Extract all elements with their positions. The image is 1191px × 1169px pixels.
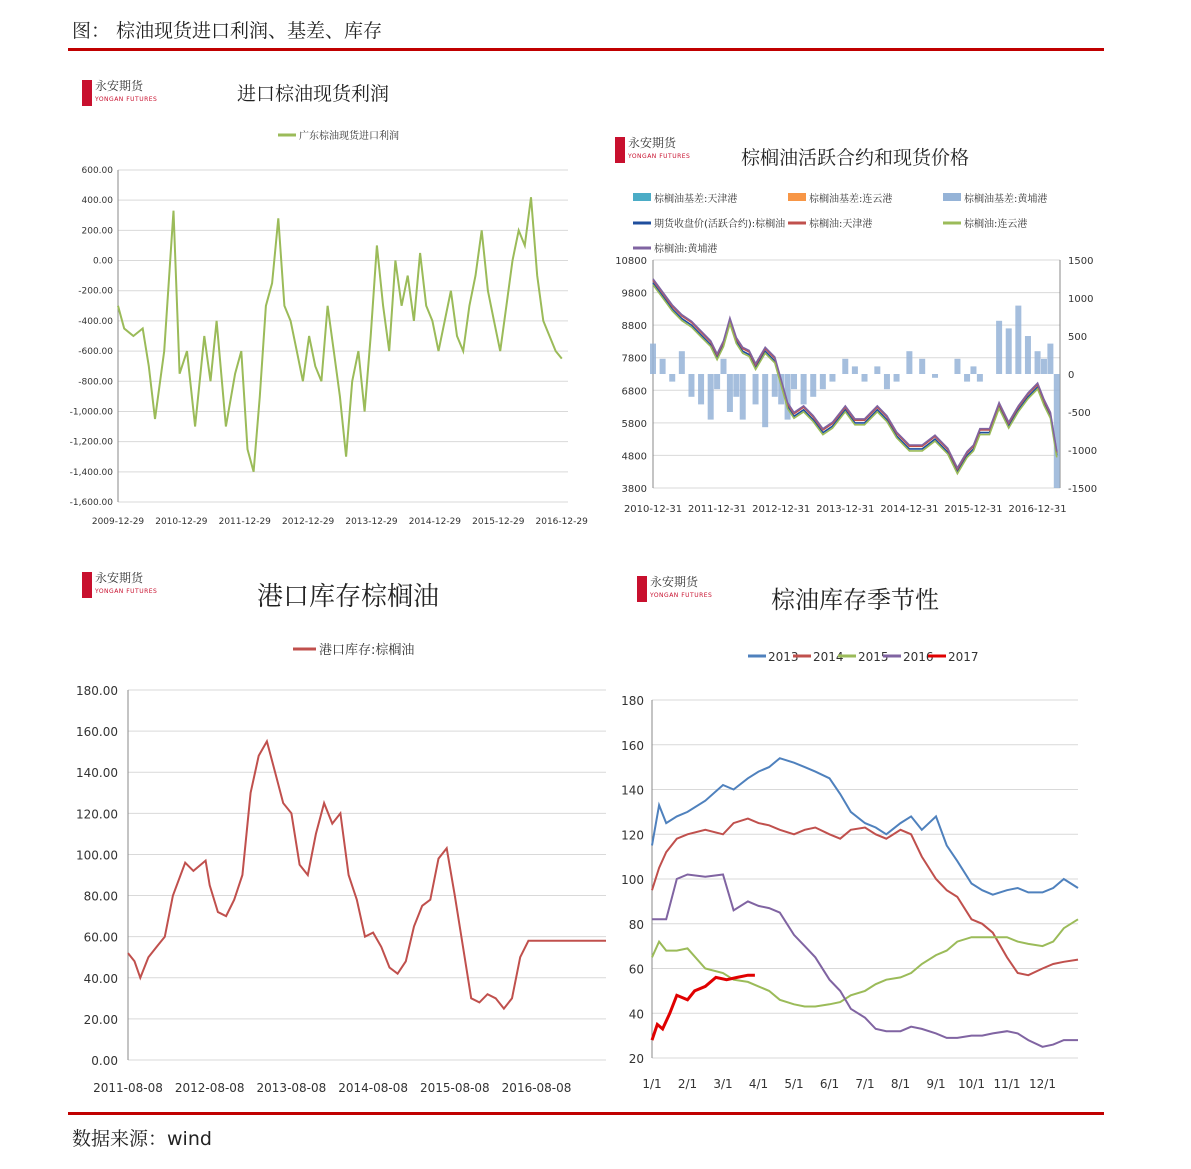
y-left-tick-label: 7800 bbox=[621, 353, 647, 365]
y-tick-label: 160.00 bbox=[76, 725, 118, 740]
x-tick-label: 2012-12-31 bbox=[752, 504, 811, 515]
basis-bar bbox=[721, 359, 727, 374]
x-tick-label: 2009-12-29 bbox=[91, 517, 145, 527]
x-tick-label: 2014-12-31 bbox=[880, 504, 939, 515]
legend-swatch bbox=[633, 193, 651, 201]
chart-title: 港口库存棕榈油 bbox=[256, 582, 440, 612]
x-tick-label: 2016-08-08 bbox=[501, 1081, 572, 1095]
y-tick-label: -200.00 bbox=[78, 286, 113, 297]
basis-bar bbox=[698, 374, 704, 404]
series-line-2017 bbox=[652, 975, 755, 1040]
chart-title: 棕榈油活跃合约和现货价格 bbox=[740, 147, 970, 169]
y-right-tick-label: -1500 bbox=[1068, 484, 1098, 495]
legend-label: 2014 bbox=[813, 650, 844, 664]
basis-bar bbox=[954, 359, 960, 374]
basis-bar bbox=[708, 374, 714, 420]
basis-bar bbox=[874, 366, 880, 374]
x-tick-label: 12/1 bbox=[1029, 1077, 1056, 1091]
x-tick-label: 2015-12-31 bbox=[944, 504, 1003, 515]
series-line-inventory bbox=[128, 741, 606, 1008]
basis-bar bbox=[1025, 336, 1031, 374]
seasonal-inventory-chart bbox=[620, 560, 1090, 1100]
legend-label: 棕榈油基差:连云港 bbox=[809, 194, 893, 205]
legend-label: 期货收盘价(活跃合约):棕榈油 bbox=[654, 219, 786, 230]
x-tick-label: 2011-12-31 bbox=[688, 504, 747, 515]
brand-logo: 永安期货 YONGAN FUTURES bbox=[637, 576, 712, 602]
x-tick-label: 2014-08-08 bbox=[338, 1081, 409, 1095]
basis-bar bbox=[894, 374, 900, 382]
y-right-tick-label: -1000 bbox=[1068, 446, 1098, 457]
chart-title: 进口棕油现货利润 bbox=[236, 83, 390, 105]
basis-bar bbox=[772, 374, 778, 397]
y-tick-label: 40.00 bbox=[83, 971, 118, 986]
x-tick-label: 7/1 bbox=[855, 1077, 875, 1091]
x-tick-label: 2016-12-31 bbox=[1008, 504, 1067, 515]
y-tick-label: 80 bbox=[628, 917, 644, 932]
y-right-tick-label: 500 bbox=[1068, 332, 1088, 343]
legend-label: 2015 bbox=[858, 650, 889, 664]
y-tick-label: 140.00 bbox=[76, 766, 118, 781]
brand-logo: 永安期货 YONGAN FUTURES bbox=[82, 80, 157, 106]
y-left-tick-label: 5800 bbox=[621, 418, 647, 430]
basis-bar bbox=[964, 374, 970, 382]
x-tick-label: 11/1 bbox=[993, 1077, 1021, 1091]
basis-bar bbox=[688, 374, 694, 397]
x-tick-label: 9/1 bbox=[926, 1077, 946, 1091]
legend-label: 棕榈油基差:天津港 bbox=[654, 194, 738, 205]
basis-bar bbox=[977, 374, 983, 382]
y-left-tick-label: 9800 bbox=[621, 288, 647, 300]
x-tick-label: 2015-12-29 bbox=[472, 517, 525, 527]
legend-label: 棕榈油:黄埔港 bbox=[654, 244, 718, 255]
basis-bar bbox=[727, 374, 733, 412]
x-tick-label: 2012-08-08 bbox=[174, 1081, 245, 1095]
y-tick-label: -800.00 bbox=[78, 377, 113, 388]
series-line-2013 bbox=[652, 758, 1078, 895]
y-tick-label: -400.00 bbox=[78, 316, 113, 327]
y-tick-label: 0.00 bbox=[91, 1054, 118, 1068]
x-tick-label: 8/1 bbox=[890, 1077, 911, 1091]
y-left-tick-label: 10800 bbox=[615, 256, 647, 267]
x-tick-label: 2010-12-29 bbox=[155, 517, 208, 527]
y-tick-label: 600.00 bbox=[81, 166, 113, 176]
series-line-2016 bbox=[652, 875, 1078, 1047]
x-tick-label: 2/1 bbox=[677, 1077, 698, 1091]
basis-bar bbox=[791, 374, 797, 389]
import-profit-chart bbox=[68, 70, 588, 540]
legend-label: 广东棕油现货进口利润 bbox=[299, 131, 399, 142]
bottom-divider bbox=[68, 1112, 1104, 1115]
basis-bar bbox=[970, 366, 976, 374]
basis-bar bbox=[852, 366, 858, 374]
y-tick-label: 120.00 bbox=[76, 807, 118, 822]
series-line-profit bbox=[118, 197, 562, 472]
x-tick-label: 5/1 bbox=[784, 1077, 804, 1091]
y-tick-label: -1,600.00 bbox=[69, 498, 113, 508]
y-tick-label: 120 bbox=[621, 828, 644, 843]
y-tick-label: 100 bbox=[621, 873, 644, 887]
x-tick-label: 2013-12-29 bbox=[345, 517, 398, 527]
y-tick-label: 20.00 bbox=[83, 1012, 118, 1027]
basis-bar bbox=[1054, 374, 1060, 488]
x-tick-label: 2013-12-31 bbox=[816, 504, 875, 515]
basis-bar bbox=[810, 374, 816, 397]
y-right-tick-label: 1000 bbox=[1068, 294, 1094, 305]
y-tick-label: 20 bbox=[628, 1052, 644, 1066]
legend-label: 棕榈油:天津港 bbox=[809, 219, 873, 230]
x-tick-label: 2013-08-08 bbox=[256, 1081, 327, 1095]
chart-title: 棕油库存季节性 bbox=[771, 586, 939, 614]
basis-bar bbox=[1047, 344, 1053, 374]
y-tick-label: 180.00 bbox=[76, 684, 118, 698]
port-inventory-chart bbox=[68, 560, 613, 1100]
y-right-tick-label: 1500 bbox=[1068, 256, 1094, 267]
palm-price-basis-chart bbox=[605, 130, 1105, 540]
x-tick-label: 3/1 bbox=[713, 1077, 733, 1091]
legend-swatch bbox=[788, 193, 806, 201]
y-left-tick-label: 8800 bbox=[621, 321, 647, 333]
basis-bar bbox=[842, 359, 848, 374]
basis-bar bbox=[884, 374, 890, 389]
y-left-tick-label: 4800 bbox=[621, 451, 647, 463]
y-tick-label: 60 bbox=[628, 962, 644, 977]
basis-bar bbox=[740, 374, 746, 420]
legend-label: 2016 bbox=[903, 650, 934, 664]
legend-label: 棕榈油基差:黄埔港 bbox=[964, 194, 1048, 205]
basis-bar bbox=[906, 351, 912, 374]
y-tick-label: 60.00 bbox=[83, 930, 118, 945]
basis-bar bbox=[753, 374, 759, 404]
x-tick-label: 2012-12-29 bbox=[281, 517, 335, 527]
basis-bar bbox=[660, 359, 666, 374]
y-tick-label: -1,200.00 bbox=[69, 437, 113, 448]
brand-logo: 永安期货 YONGAN FUTURES bbox=[82, 572, 157, 598]
basis-bar bbox=[650, 344, 656, 374]
y-tick-label: 200.00 bbox=[81, 226, 113, 237]
basis-bar bbox=[669, 374, 675, 382]
series-line-2015 bbox=[652, 919, 1078, 1006]
y-left-tick-label: 6800 bbox=[621, 386, 647, 398]
x-tick-label: 4/1 bbox=[748, 1077, 769, 1091]
basis-bar bbox=[932, 374, 938, 378]
legend-label: 港口库存:棕榈油 bbox=[319, 643, 415, 658]
y-tick-label: 100.00 bbox=[76, 848, 118, 863]
y-left-tick-label: 3800 bbox=[621, 484, 647, 495]
legend-label: 2017 bbox=[948, 650, 979, 664]
x-tick-label: 2015-08-08 bbox=[419, 1081, 490, 1095]
basis-bar bbox=[1041, 359, 1047, 374]
y-tick-label: 160 bbox=[621, 738, 644, 753]
y-tick-label: -1,000.00 bbox=[69, 407, 113, 418]
legend-label: 2013 bbox=[768, 650, 799, 664]
x-tick-label: 2011-12-29 bbox=[218, 517, 271, 527]
basis-bar bbox=[679, 351, 685, 374]
basis-bar bbox=[733, 374, 739, 397]
brand-logo: 永安期货 YONGAN FUTURES bbox=[615, 137, 690, 163]
y-tick-label: 0.00 bbox=[92, 256, 113, 267]
y-tick-label: -600.00 bbox=[78, 347, 113, 358]
basis-bar bbox=[919, 359, 925, 374]
top-divider bbox=[68, 48, 1104, 51]
y-tick-label: 140 bbox=[621, 783, 644, 798]
y-tick-label: 40 bbox=[628, 1007, 644, 1022]
basis-bar bbox=[1035, 351, 1041, 374]
basis-bar bbox=[1015, 306, 1021, 374]
basis-bar bbox=[862, 374, 868, 382]
x-tick-label: 6/1 bbox=[819, 1077, 840, 1091]
y-right-tick-label: -500 bbox=[1068, 408, 1091, 419]
basis-bar bbox=[714, 374, 720, 389]
x-tick-label: 2010-12-31 bbox=[623, 504, 683, 515]
x-tick-label: 2011-08-08 bbox=[93, 1081, 163, 1095]
x-tick-label: 10/1 bbox=[958, 1077, 985, 1091]
basis-bar bbox=[762, 374, 768, 427]
figure-title: 图： 棕油现货进口利润、基差、库存 bbox=[72, 20, 383, 42]
y-tick-label: 180 bbox=[621, 694, 644, 708]
basis-bar bbox=[996, 321, 1002, 374]
basis-bar bbox=[829, 374, 835, 382]
series-line-2014 bbox=[652, 819, 1078, 976]
basis-bar bbox=[1006, 328, 1012, 374]
y-right-tick-label: 0 bbox=[1068, 370, 1075, 381]
y-tick-label: 80.00 bbox=[83, 889, 118, 904]
y-tick-label: 400.00 bbox=[81, 196, 113, 207]
x-tick-label: 2016-12-29 bbox=[535, 517, 588, 527]
x-tick-label: 2014-12-29 bbox=[408, 517, 462, 527]
basis-bar bbox=[820, 374, 826, 389]
legend-label: 棕榈油:连云港 bbox=[964, 219, 1028, 230]
y-tick-label: -1,400.00 bbox=[69, 467, 113, 478]
legend-swatch bbox=[943, 193, 961, 201]
basis-bar bbox=[801, 374, 807, 404]
x-tick-label: 1/1 bbox=[642, 1077, 662, 1091]
source-note: 数据来源：wind bbox=[72, 1128, 212, 1150]
